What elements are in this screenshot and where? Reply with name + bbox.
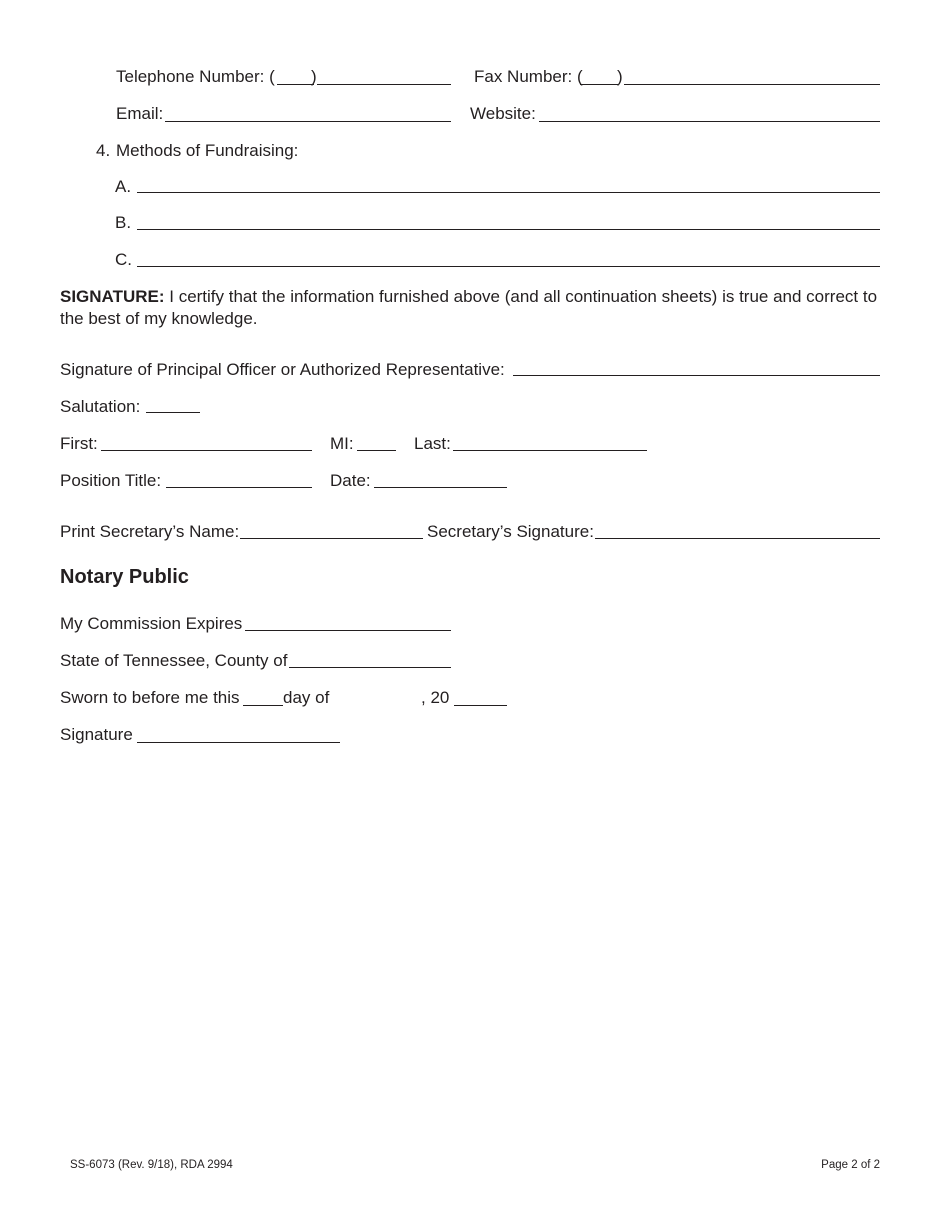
telephone-label: Telephone Number: ( [116,67,275,86]
middle-initial-field[interactable] [357,450,396,451]
signature-statement: I certify that the information furnished above (and all continuation sheets) is true and correct to the best of my knowledge. [60,287,878,328]
commission-expires-label: My Commission Expires [60,614,243,633]
fundraising-heading: Methods of Fundraising: [116,141,299,160]
signature-label: SIGNATURE: [60,287,165,306]
commission-expires-field[interactable] [245,630,451,631]
county-field[interactable] [289,667,451,668]
secretary-name-field[interactable] [240,538,423,539]
fundraising-item-a-label: A. [115,177,132,196]
fax-label: Fax Number: ( [474,67,583,86]
year-prefix-label: , 20 [421,688,450,707]
state-county-label: State of Tennessee, County of [60,651,288,670]
fundraising-item-b-label: B. [115,213,132,232]
position-title-field[interactable] [166,487,312,488]
notary-signature-field[interactable] [137,742,340,743]
website-label: Website: [470,104,536,123]
salutation-field[interactable] [146,412,200,413]
fax-area-code-field[interactable] [580,84,618,85]
notary-signature-label: Signature [60,725,133,744]
page-number: Page 2 of 2 [821,1159,880,1171]
date-label: Date: [330,471,371,490]
secretary-signature-field[interactable] [595,538,880,539]
notary-heading: Notary Public [60,566,189,588]
secretary-signature-label: Secretary’s Signature: [427,522,594,541]
fax-number-field[interactable] [624,84,880,85]
last-name-label: Last: [414,434,451,453]
website-field[interactable] [539,121,880,122]
email-label: Email: [116,104,164,123]
day-of-label: day of [283,688,330,707]
principal-signature-label: Signature of Principal Officer or Authorized Representative: [60,360,505,379]
telephone-area-code-field[interactable] [277,84,314,85]
signature-certification [60,286,880,330]
telephone-number-field[interactable] [317,84,451,85]
fundraising-item-c-field[interactable] [137,266,880,267]
fundraising-item-c-label: C. [115,250,132,269]
sworn-year-field[interactable] [454,705,507,706]
sworn-label: Sworn to before me this [60,688,240,707]
fax-paren-close: ) [617,67,623,86]
email-field[interactable] [165,121,451,122]
secretary-name-label: Print Secretary’s Name: [60,522,240,541]
fundraising-item-b-field[interactable] [137,229,880,230]
first-name-label: First: [60,434,98,453]
form-id: SS-6073 (Rev. 9/18), RDA 2994 [70,1159,233,1171]
sworn-day-field[interactable] [243,705,283,706]
principal-signature-field[interactable] [513,375,880,376]
middle-initial-label: MI: [330,434,354,453]
first-name-field[interactable] [101,450,312,451]
fundraising-number: 4. [96,141,111,160]
position-title-label: Position Title: [60,471,162,490]
date-field[interactable] [374,487,507,488]
telephone-paren-close: ) [311,67,317,86]
last-name-field[interactable] [453,450,647,451]
salutation-label: Salutation: [60,397,141,416]
fundraising-item-a-field[interactable] [137,192,880,193]
